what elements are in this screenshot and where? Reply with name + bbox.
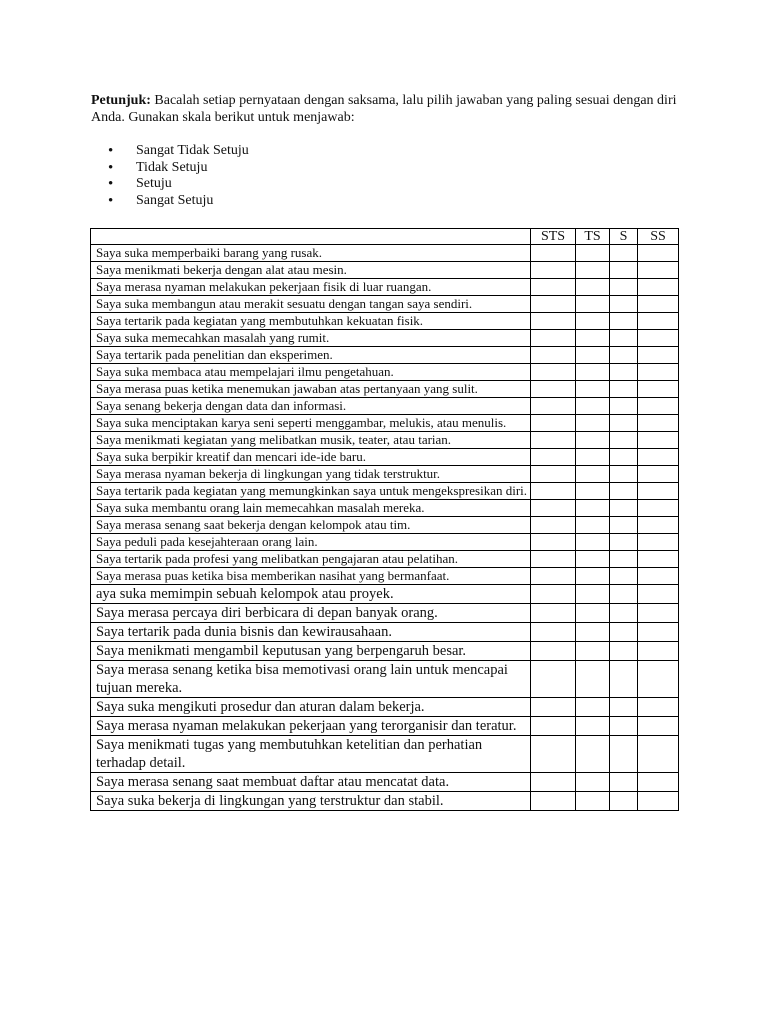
- header-statement: [91, 229, 531, 245]
- answer-sts-cell[interactable]: [531, 792, 576, 811]
- question-row: [91, 364, 679, 381]
- question-row: [91, 698, 679, 717]
- question-row: [91, 415, 679, 432]
- answer-ss-cell[interactable]: [638, 449, 679, 466]
- question-row: [91, 279, 679, 296]
- answer-ts-cell[interactable]: [576, 661, 610, 698]
- answer-sts-cell[interactable]: [531, 698, 576, 717]
- header-row: [91, 229, 679, 245]
- header-sts: STS: [531, 229, 576, 245]
- answer-ss-cell[interactable]: [638, 381, 679, 398]
- answer-ts-cell[interactable]: [576, 517, 610, 534]
- answer-ss-cell[interactable]: [638, 296, 679, 313]
- question-row: [91, 534, 679, 551]
- answer-s-cell[interactable]: [610, 517, 638, 534]
- answer-s-cell[interactable]: [610, 717, 638, 736]
- answer-sts-cell[interactable]: [531, 364, 576, 381]
- question-row: [91, 432, 679, 449]
- answer-ss-cell[interactable]: [638, 330, 679, 347]
- question-row: [91, 500, 679, 517]
- answer-ss-cell[interactable]: [638, 364, 679, 381]
- answer-sts-cell[interactable]: [531, 717, 576, 736]
- question-row: [91, 623, 679, 642]
- questionnaire-table: [90, 228, 679, 811]
- question-text: Saya suka menciptakan karya seni seperti menggambar, melukis, atau menulis.: [91, 415, 531, 432]
- answer-s-cell[interactable]: [610, 449, 638, 466]
- answer-s-cell[interactable]: [610, 500, 638, 517]
- question-row: [91, 642, 679, 661]
- question-text: aya suka memimpin sebuah kelompok atau proyek.: [91, 585, 531, 604]
- answer-s-cell[interactable]: [610, 245, 638, 262]
- answer-sts-cell[interactable]: [531, 279, 576, 296]
- answer-ss-cell[interactable]: [638, 736, 679, 773]
- scale-item: • Tidak Setuju: [108, 160, 249, 177]
- answer-sts-cell[interactable]: [531, 585, 576, 604]
- instructions-text: Bacalah setiap pernyataan dengan saksama, lalu pilih jawaban yang paling sesuai dengan diri Anda. Gunakan skala berikut untuk menjawab:: [91, 93, 677, 125]
- answer-s-cell[interactable]: [610, 623, 638, 642]
- answer-sts-cell[interactable]: [531, 642, 576, 661]
- answer-ss-cell[interactable]: [638, 347, 679, 364]
- answer-ts-cell[interactable]: [576, 347, 610, 364]
- question-row: [91, 717, 679, 736]
- answer-s-cell[interactable]: [610, 736, 638, 773]
- answer-ss-cell[interactable]: [638, 773, 679, 792]
- answer-sts-cell[interactable]: [531, 330, 576, 347]
- answer-ts-cell[interactable]: [576, 736, 610, 773]
- answer-ts-cell[interactable]: [576, 623, 610, 642]
- question-row: [91, 313, 679, 330]
- scale-item: • Setuju: [108, 176, 249, 193]
- answer-sts-cell[interactable]: [531, 661, 576, 698]
- answer-s-cell[interactable]: [610, 483, 638, 500]
- answer-s-cell[interactable]: [610, 604, 638, 623]
- answer-ss-cell[interactable]: [638, 698, 679, 717]
- question-text: Saya suka memperbaiki barang yang rusak.: [91, 245, 531, 262]
- question-text: Saya menikmati kegiatan yang melibatkan musik, teater, atau tarian.: [91, 432, 531, 449]
- answer-ts-cell[interactable]: [576, 792, 610, 811]
- question-row: [91, 381, 679, 398]
- answer-sts-cell[interactable]: [531, 432, 576, 449]
- answer-ss-cell[interactable]: [638, 534, 679, 551]
- question-row: [91, 483, 679, 500]
- question-text: Saya suka berpikir kreatif dan mencari ide-ide baru.: [91, 449, 531, 466]
- answer-sts-cell[interactable]: [531, 500, 576, 517]
- question-row: [91, 773, 679, 792]
- question-text: Saya menikmati mengambil keputusan yang berpengaruh besar.: [91, 642, 531, 661]
- question-row: [91, 296, 679, 313]
- header-ss: SS: [638, 229, 679, 245]
- answer-s-cell[interactable]: [610, 330, 638, 347]
- question-row: [91, 347, 679, 364]
- scale-item: • Sangat Setuju: [108, 193, 249, 210]
- answer-s-cell[interactable]: [610, 381, 638, 398]
- question-row: [91, 604, 679, 623]
- question-row: [91, 466, 679, 483]
- answer-s-cell[interactable]: [610, 773, 638, 792]
- answer-sts-cell[interactable]: [531, 568, 576, 585]
- answer-sts-cell[interactable]: [531, 415, 576, 432]
- answer-ss-cell[interactable]: [638, 585, 679, 604]
- answer-ts-cell[interactable]: [576, 604, 610, 623]
- question-text: Saya tertarik pada kegiatan yang membutuhkan kekuatan fisik.: [91, 313, 531, 330]
- question-text: Saya menikmati tugas yang membutuhkan ketelitian dan perhatian terhadap detail.: [91, 736, 531, 773]
- answer-ts-cell[interactable]: [576, 415, 610, 432]
- answer-s-cell[interactable]: [610, 698, 638, 717]
- answer-s-cell[interactable]: [610, 432, 638, 449]
- answer-sts-cell[interactable]: [531, 534, 576, 551]
- question-text: Saya tertarik pada kegiatan yang memungkinkan saya untuk mengekspresikan diri.: [91, 483, 531, 500]
- question-row: [91, 517, 679, 534]
- answer-ss-cell[interactable]: [638, 623, 679, 642]
- answer-ss-cell[interactable]: [638, 604, 679, 623]
- answer-ts-cell[interactable]: [576, 466, 610, 483]
- question-row: [91, 661, 679, 698]
- answer-sts-cell[interactable]: [531, 398, 576, 415]
- answer-s-cell[interactable]: [610, 347, 638, 364]
- question-row: [91, 792, 679, 811]
- answer-sts-cell[interactable]: [531, 623, 576, 642]
- question-row: [91, 330, 679, 347]
- answer-ss-cell[interactable]: [638, 517, 679, 534]
- answer-s-cell[interactable]: [610, 415, 638, 432]
- answer-ts-cell[interactable]: [576, 642, 610, 661]
- question-text: Saya tertarik pada penelitian dan eksperimen.: [91, 347, 531, 364]
- answer-sts-cell[interactable]: [531, 296, 576, 313]
- answer-ss-cell[interactable]: [638, 313, 679, 330]
- scale-list: [108, 143, 249, 209]
- answer-s-cell[interactable]: [610, 398, 638, 415]
- answer-ts-cell[interactable]: [576, 381, 610, 398]
- answer-ts-cell[interactable]: [576, 262, 610, 279]
- instructions-label: Petunjuk:: [91, 93, 151, 108]
- answer-ss-cell[interactable]: [638, 500, 679, 517]
- question-row: [91, 736, 679, 773]
- answer-ss-cell[interactable]: [638, 568, 679, 585]
- answer-sts-cell[interactable]: [531, 604, 576, 623]
- question-text: Saya suka memecahkan masalah yang rumit.: [91, 330, 531, 347]
- answer-s-cell[interactable]: [610, 642, 638, 661]
- answer-sts-cell[interactable]: [531, 517, 576, 534]
- answer-s-cell[interactable]: [610, 792, 638, 811]
- header-s: S: [610, 229, 638, 245]
- question-text: Saya suka membangun atau merakit sesuatu dengan tangan saya sendiri.: [91, 296, 531, 313]
- answer-ts-cell[interactable]: [576, 313, 610, 330]
- answer-sts-cell[interactable]: [531, 483, 576, 500]
- answer-ss-cell[interactable]: [638, 551, 679, 568]
- answer-s-cell[interactable]: [610, 466, 638, 483]
- question-text: Saya merasa nyaman melakukan pekerjaan fisik di luar ruangan.: [91, 279, 531, 296]
- answer-ss-cell[interactable]: [638, 792, 679, 811]
- answer-sts-cell[interactable]: [531, 551, 576, 568]
- answer-sts-cell[interactable]: [531, 466, 576, 483]
- answer-ts-cell[interactable]: [576, 773, 610, 792]
- answer-ss-cell[interactable]: [638, 483, 679, 500]
- answer-ts-cell[interactable]: [576, 534, 610, 551]
- question-text: Saya merasa puas ketika menemukan jawaban atas pertanyaan yang sulit.: [91, 381, 531, 398]
- answer-ts-cell[interactable]: [576, 398, 610, 415]
- questionnaire-body: [91, 245, 679, 811]
- answer-ts-cell[interactable]: [576, 568, 610, 585]
- answer-ss-cell[interactable]: [638, 466, 679, 483]
- question-row: [91, 449, 679, 466]
- answer-ss-cell[interactable]: [638, 262, 679, 279]
- answer-sts-cell[interactable]: [531, 262, 576, 279]
- answer-ts-cell[interactable]: [576, 296, 610, 313]
- answer-ss-cell[interactable]: [638, 245, 679, 262]
- question-row: [91, 398, 679, 415]
- header-ts: TS: [576, 229, 610, 245]
- question-text: Saya merasa puas ketika bisa memberikan nasihat yang bermanfaat.: [91, 568, 531, 585]
- answer-sts-cell[interactable]: [531, 449, 576, 466]
- answer-s-cell[interactable]: [610, 296, 638, 313]
- question-text: Saya senang bekerja dengan data dan informasi.: [91, 398, 531, 415]
- answer-s-cell[interactable]: [610, 534, 638, 551]
- question-row: [91, 551, 679, 568]
- question-text: Saya merasa senang saat bekerja dengan kelompok atau tim.: [91, 517, 531, 534]
- answer-s-cell[interactable]: [610, 313, 638, 330]
- answer-ts-cell[interactable]: [576, 330, 610, 347]
- question-row: [91, 568, 679, 585]
- question-text: Saya tertarik pada profesi yang melibatkan pengajaran atau pelatihan.: [91, 551, 531, 568]
- answer-s-cell[interactable]: [610, 262, 638, 279]
- answer-s-cell[interactable]: [610, 279, 638, 296]
- question-text: Saya suka membantu orang lain memecahkan masalah mereka.: [91, 500, 531, 517]
- answer-sts-cell[interactable]: [531, 736, 576, 773]
- answer-s-cell[interactable]: [610, 585, 638, 604]
- answer-ts-cell[interactable]: [576, 483, 610, 500]
- answer-ss-cell[interactable]: [638, 432, 679, 449]
- instructions-paragraph: [91, 92, 681, 126]
- question-row: [91, 262, 679, 279]
- answer-ts-cell[interactable]: [576, 364, 610, 381]
- question-row: [91, 245, 679, 262]
- answer-ts-cell[interactable]: [576, 500, 610, 517]
- question-text: Saya menikmati bekerja dengan alat atau mesin.: [91, 262, 531, 279]
- question-text: Saya merasa nyaman melakukan pekerjaan yang terorganisir dan teratur.: [91, 717, 531, 736]
- scale-item: • Sangat Tidak Setuju: [108, 143, 249, 160]
- answer-ts-cell[interactable]: [576, 717, 610, 736]
- question-row: [91, 585, 679, 604]
- answer-sts-cell[interactable]: [531, 313, 576, 330]
- question-text: Saya merasa senang saat membuat daftar atau mencatat data.: [91, 773, 531, 792]
- answer-ss-cell[interactable]: [638, 661, 679, 698]
- answer-ss-cell[interactable]: [638, 279, 679, 296]
- answer-ts-cell[interactable]: [576, 551, 610, 568]
- answer-ss-cell[interactable]: [638, 398, 679, 415]
- answer-s-cell[interactable]: [610, 551, 638, 568]
- question-text: Saya merasa senang ketika bisa memotivasi orang lain untuk mencapai tujuan mereka.: [91, 661, 531, 698]
- answer-ts-cell[interactable]: [576, 585, 610, 604]
- answer-s-cell[interactable]: [610, 568, 638, 585]
- answer-s-cell[interactable]: [610, 364, 638, 381]
- answer-ts-cell[interactable]: [576, 698, 610, 717]
- answer-ss-cell[interactable]: [638, 717, 679, 736]
- question-text: Saya tertarik pada dunia bisnis dan kewirausahaan.: [91, 623, 531, 642]
- answer-ts-cell[interactable]: [576, 432, 610, 449]
- question-text: Saya peduli pada kesejahteraan orang lain.: [91, 534, 531, 551]
- answer-sts-cell[interactable]: [531, 347, 576, 364]
- question-text: Saya merasa percaya diri berbicara di depan banyak orang.: [91, 604, 531, 623]
- answer-sts-cell[interactable]: [531, 381, 576, 398]
- question-text: Saya suka membaca atau mempelajari ilmu pengetahuan.: [91, 364, 531, 381]
- answer-sts-cell[interactable]: [531, 245, 576, 262]
- answer-s-cell[interactable]: [610, 661, 638, 698]
- answer-ts-cell[interactable]: [576, 245, 610, 262]
- answer-ts-cell[interactable]: [576, 279, 610, 296]
- answer-ss-cell[interactable]: [638, 415, 679, 432]
- answer-ts-cell[interactable]: [576, 449, 610, 466]
- answer-ss-cell[interactable]: [638, 642, 679, 661]
- answer-sts-cell[interactable]: [531, 773, 576, 792]
- question-text: Saya merasa nyaman bekerja di lingkungan yang tidak terstruktur.: [91, 466, 531, 483]
- question-text: Saya suka mengikuti prosedur dan aturan dalam bekerja.: [91, 698, 531, 717]
- question-text: Saya suka bekerja di lingkungan yang terstruktur dan stabil.: [91, 792, 531, 811]
